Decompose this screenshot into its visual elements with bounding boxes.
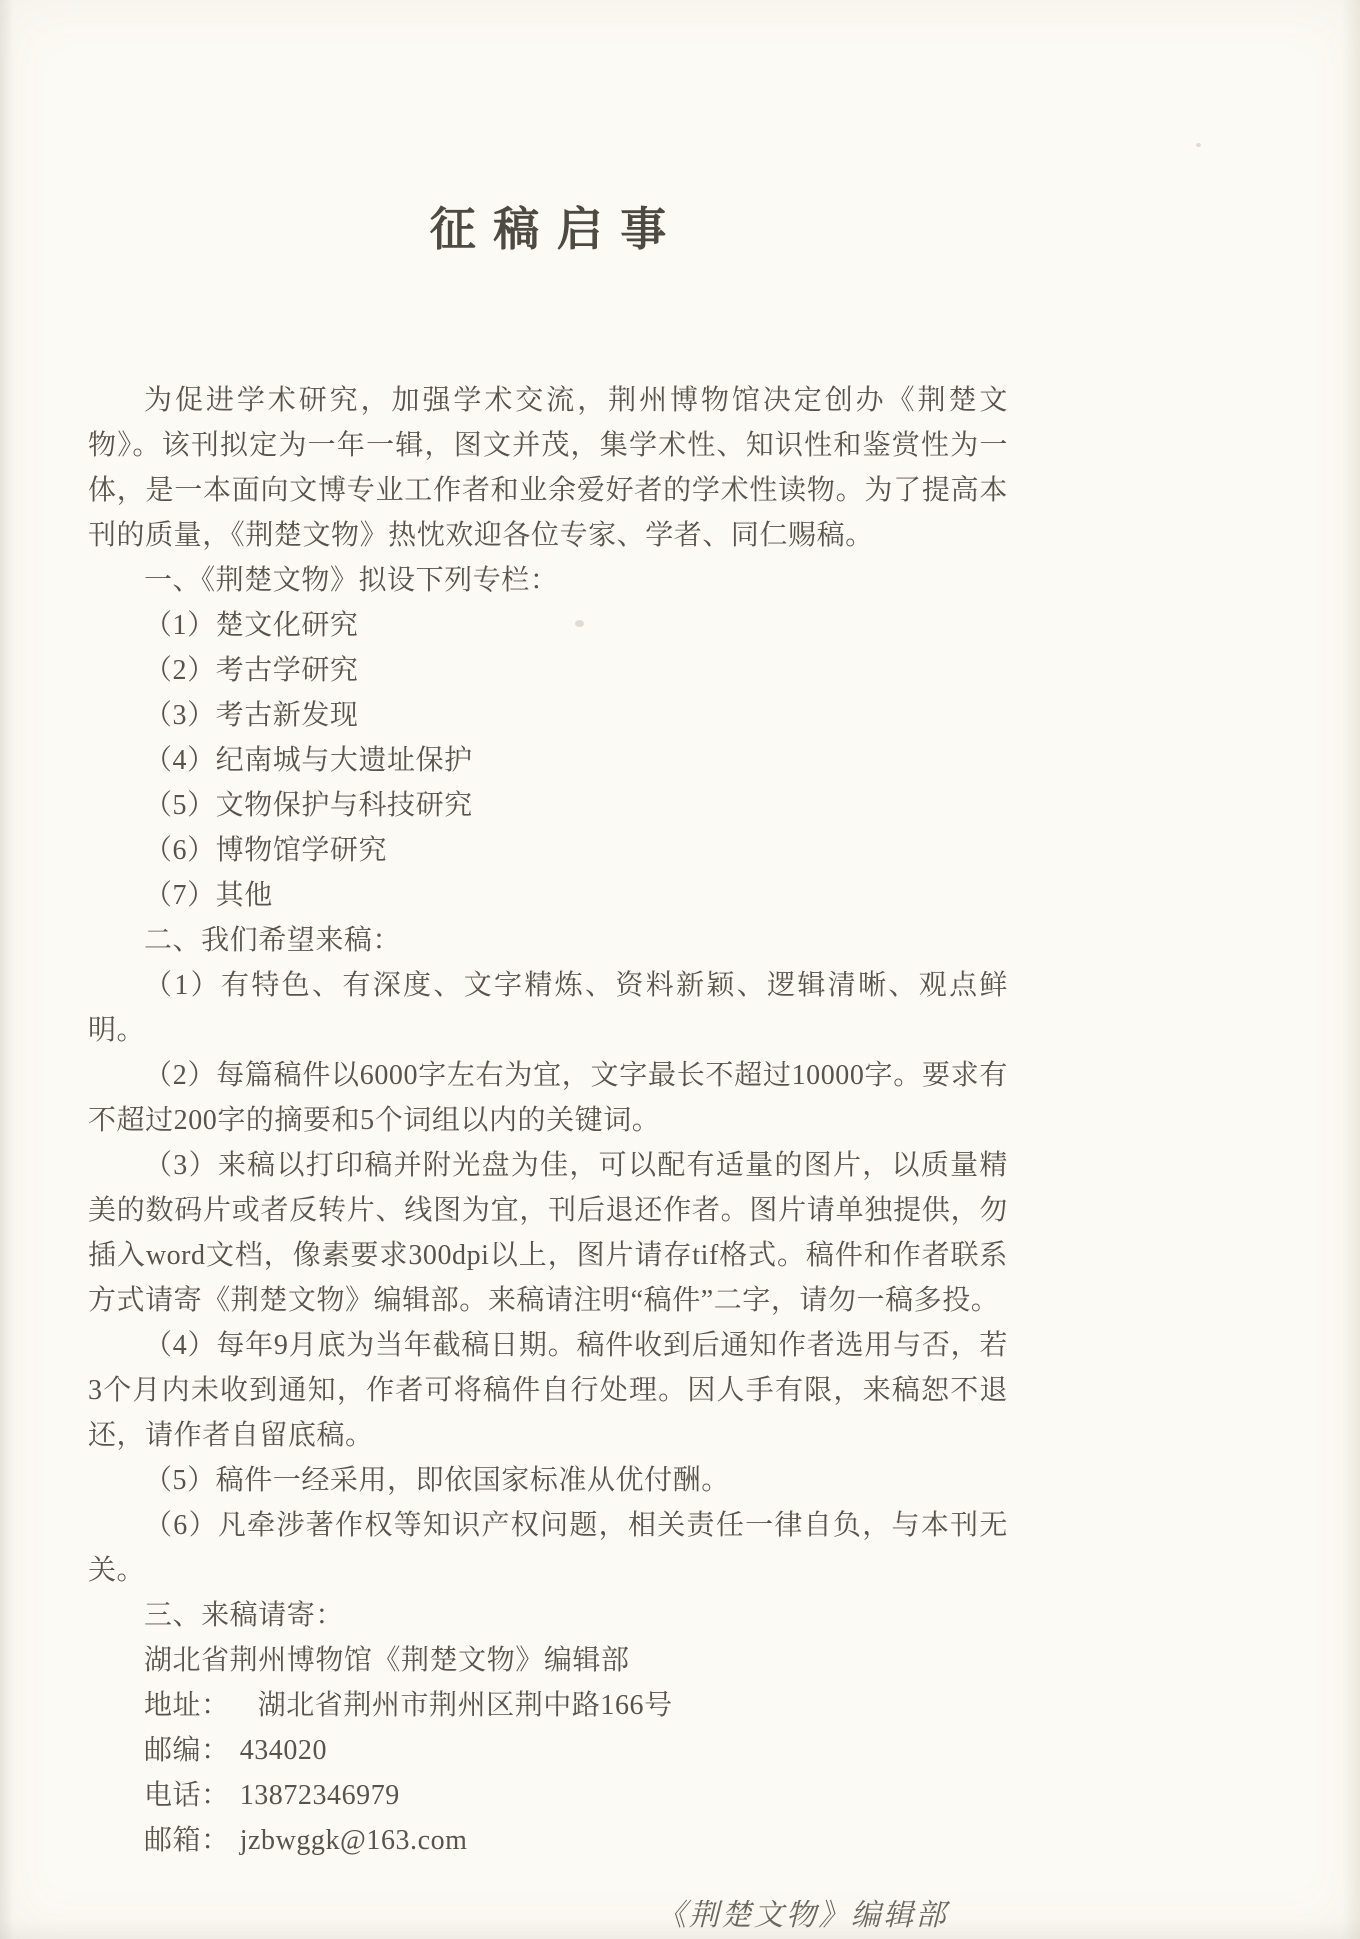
- section1-item-4: （4）纪南城与大遗址保护: [144, 745, 473, 776]
- email-label: 邮箱：: [144, 1825, 230, 1856]
- text-block: [88, 0, 1008, 1937]
- address-line: [88, 1683, 1008, 1728]
- section2-item-2: （2）每篇稿件以6000字左右为宜，文字最长不超过10000字。要求有不超过200字的摘要和5个词组以内的关键词。: [88, 1060, 1008, 1136]
- intro-paragraph: 为促进学术研究，加强学术交流，荆州博物馆决定创办《荆楚文物》。该刊拟定为一年一辑，图文并茂，集学术性、知识性和鉴赏性为一体，是一本面向文博专业工作者和业余爱好者的学术性读物。为了提高本刊的质量，《荆楚文物》热忱欢迎各位专家、学者、同仁赐稿。: [88, 385, 1008, 551]
- postcode-label: 邮编：: [144, 1735, 230, 1766]
- section2-heading: 二、我们希望来稿：: [144, 925, 402, 956]
- section2-item-6: （6）凡牵涉著作权等知识产权问题，相关责任一律自负，与本刊无关。: [88, 1510, 1008, 1586]
- address-value: 湖北省荆州市荆州区荆中路166号: [257, 1690, 673, 1721]
- section1-item-2: （2）考古学研究: [144, 655, 359, 686]
- section2-item-5: （5）稿件一经采用，即依国家标准从优付酬。: [144, 1465, 730, 1496]
- scan-artifact: [1196, 143, 1201, 147]
- page-title: 征稿启事: [429, 204, 684, 255]
- section1-heading: 一、《荆楚文物》拟设下列专栏：: [144, 565, 559, 596]
- email-value: jzbwggk@163.com: [239, 1825, 468, 1856]
- address-label: 地址：: [144, 1690, 230, 1721]
- section3-heading: 三、来稿请寄：: [144, 1600, 344, 1631]
- section1-item-3: （3）考古新发现: [144, 700, 359, 731]
- postcode-line: [88, 1728, 1008, 1773]
- editorial-signature: 《荆楚文物》编辑部: [656, 1899, 948, 1932]
- document-body: [88, 378, 1008, 1937]
- recipient-line: 湖北省荆州博物馆《荆楚文物》编辑部: [144, 1645, 630, 1676]
- postcode-value: 434020: [239, 1735, 328, 1766]
- section1-item-7: （7）其他: [144, 880, 273, 911]
- section1-item-5: （5）文物保护与科技研究: [144, 790, 473, 821]
- section1-item-6: （6）博物馆学研究: [144, 835, 388, 866]
- section2-item-4: （4）每年9月底为当年截稿日期。稿件收到后通知作者选用与否，若3个月内未收到通知，作者可将稿件自行处理。因人手有限，来稿恕不退还，请作者自留底稿。: [88, 1330, 1008, 1451]
- section2-item-1: （1）有特色、有深度、文字精炼、资料新颖、逻辑清晰、观点鲜明。: [88, 970, 1008, 1046]
- section2-item-3: （3）来稿以打印稿并附光盘为佳，可以配有适量的图片，以质量精美的数码片或者反转片、线图为宜，刊后退还作者。图片请单独提供，勿插入word文档，像素要求300dpi以上，图片请存tif格式。稿件和作者联系方式请寄《荆楚文物》编辑部。来稿请注明“稿件”二字，请勿一稿多投。: [88, 1150, 1008, 1316]
- section1-item-1: （1）楚文化研究: [144, 610, 359, 641]
- phone-label: 电话：: [144, 1780, 230, 1811]
- phone-value: 13872346979: [239, 1780, 400, 1811]
- phone-line: [88, 1773, 1008, 1818]
- email-line: [88, 1818, 1008, 1863]
